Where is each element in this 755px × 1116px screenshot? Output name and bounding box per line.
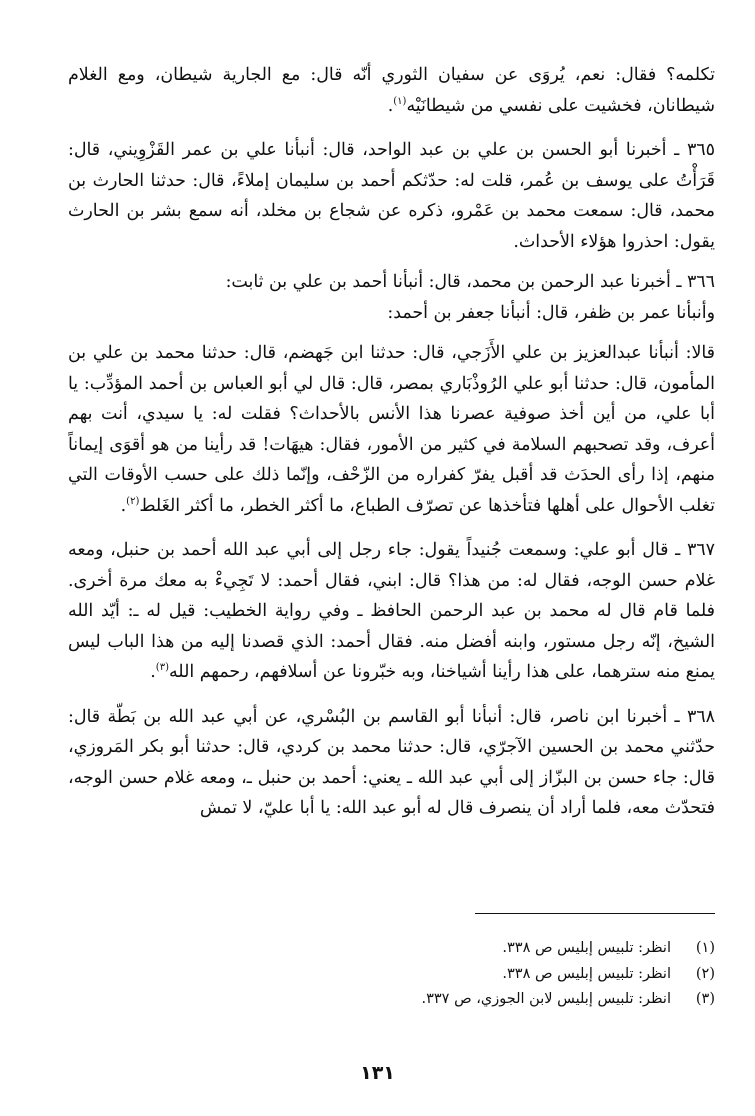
footnote-divider bbox=[475, 913, 715, 914]
footnote-item bbox=[68, 962, 715, 988]
paragraph-end: . bbox=[150, 662, 156, 682]
footnote-text: انظر: تلبيس إبليس ص ٣٣٨. bbox=[502, 940, 671, 956]
paragraph-text: ٣٦٧ ـ قال أبو علي: وسمعت جُنيداً يقول: جاء رجل إلى أبي عبد الله أحمد بن حنبل، ومعه غلام حسن الوجه، فقال له: من هذا؟ قال: ابني، فقال أحمد: لا تَجِيءْ به معك مرة أخرى. فلما قام قال له محمد بن عبد الرحمن الحافظ ـ وفي رواية الخطيب: قيل له ـ: أيّد الله الشيخ، إنّه رجل مستور، وابنه أفضل منه. فقال أحمد: الذي قصدنا إليه من هذا الباب ليس يمنع منه سترهما، على هذا رأينا أشياخنا، وبه خبّرونا عن أسلافهم، رحمهم الله bbox=[68, 540, 715, 682]
footnote-marker: (١) bbox=[393, 95, 407, 107]
footnote-marker: (٢) bbox=[126, 495, 140, 507]
paragraph-365 bbox=[68, 135, 715, 257]
paragraph-366-body bbox=[68, 338, 715, 521]
footnote-text: انظر: تلبيس إبليس لابن الجوزي، ص ٣٣٧. bbox=[421, 991, 671, 1007]
footnote-marker: (٣) bbox=[155, 662, 169, 674]
footnote-text: انظر: تلبيس إبليس ص ٣٣٨. bbox=[502, 965, 671, 982]
footnote-item bbox=[68, 936, 715, 962]
paragraph-366-chain-1 bbox=[68, 267, 715, 298]
paragraph-text: ٣٦٦ ـ أخبرنا عبد الرحمن بن محمد، قال: أنبأنا أحمد بن علي بن ثابت: bbox=[225, 272, 715, 292]
paragraph-text: ٣٦٨ ـ أخبرنا ابن ناصر، قال: أنبأنا أبو القاسم بن البُسْري، عن أبي عبد الله بن بَطّة قال: حدّثني محمد بن الحسين الآجرّي، قال: حدثنا محمد بن كردي، قال: حدثنا أبو بكر المَروزي، قال: جاء حسن بن البزّاز إلى أبي عبد الله ـ يعني: أحمد بن حنبل ـ، ومعه غلام حسن الوجه، فتحدّث معه، فلما أراد أن ينصرف قال له أبو عبد الله: يا أبا عليّ، لا تمش bbox=[68, 706, 715, 818]
paragraph-text: تكلمه؟ فقال: نعم، يُروَى عن سفيان الثوري أنّه قال: مع الجارية شيطان، ومع الغلام شيطانان، فخشيت على نفسي من شيطانَيْه bbox=[68, 65, 715, 116]
paragraph-368 bbox=[68, 702, 715, 824]
footnote-item bbox=[68, 987, 715, 1013]
footnotes bbox=[68, 936, 715, 1013]
paragraph-366-chain-2 bbox=[68, 298, 715, 329]
paragraph-end: . bbox=[387, 95, 394, 116]
paragraph-continuation bbox=[68, 60, 715, 121]
paragraph-text: قالا: أنبأنا عبدالعزيز بن علي الأَزَجي، قال: حدثنا ابن جَهضم، قال: حدثنا محمد بن علي بن المأمون، قال: حدثنا أبو علي الرُوذْبَاري بمصر، قال: قال لي أبو العباس بن أحمد المؤدِّب: يا أبا علي، من أين أخذ صوفية عصرنا هذا الأنس بالأحداث؟ فقلت له: يا سيدي، أنت بهم أعرف، وقد تصحبهم السلامة في كثير من الأمور، فقال: هيهَات! قد رأينا من هو أقوَى إيماناً منهم، إذا رأى الحدَث قد أقبل يفرّ كفراره من الزّحْف، وإنّما ذلك على حسب الأوقات التي تغلب الأحوال على أهلها فتأخذها عن تصرّف الطباع، ما أكثر الخطر، ما أكثر الغَلط bbox=[68, 343, 715, 516]
paragraph-text: ٣٦٥ ـ أخبرنا أبو الحسن بن علي بن عبد الواحد، قال: أنبأنا علي بن عمر القَزْوِيني، قال: قَرَأْتُ على يوسف بن عُمر، قلت له: حدّثكم أحمد بن سليمان إملاءً، قال: حدثنا الحارث بن محمد، قال: سمعت محمد بن عَمْرو، ذكره عن شجاع بن مخلد، أنه سمع بشر بن الحارث يقول: احذروا هؤلاء الأحداث. bbox=[68, 140, 715, 252]
footnote-number: (٣) bbox=[695, 991, 715, 1007]
footnote-number: (٢) bbox=[695, 965, 715, 982]
paragraph-367 bbox=[68, 535, 715, 688]
paragraph-text: وأنبأنا عمر بن ظفر، قال: أنبأنا جعفر بن أحمد: bbox=[387, 302, 715, 323]
paragraph-end: . bbox=[120, 495, 127, 516]
page-number: ١٣١ bbox=[360, 1062, 395, 1084]
footnote-number: (١) bbox=[695, 940, 715, 956]
